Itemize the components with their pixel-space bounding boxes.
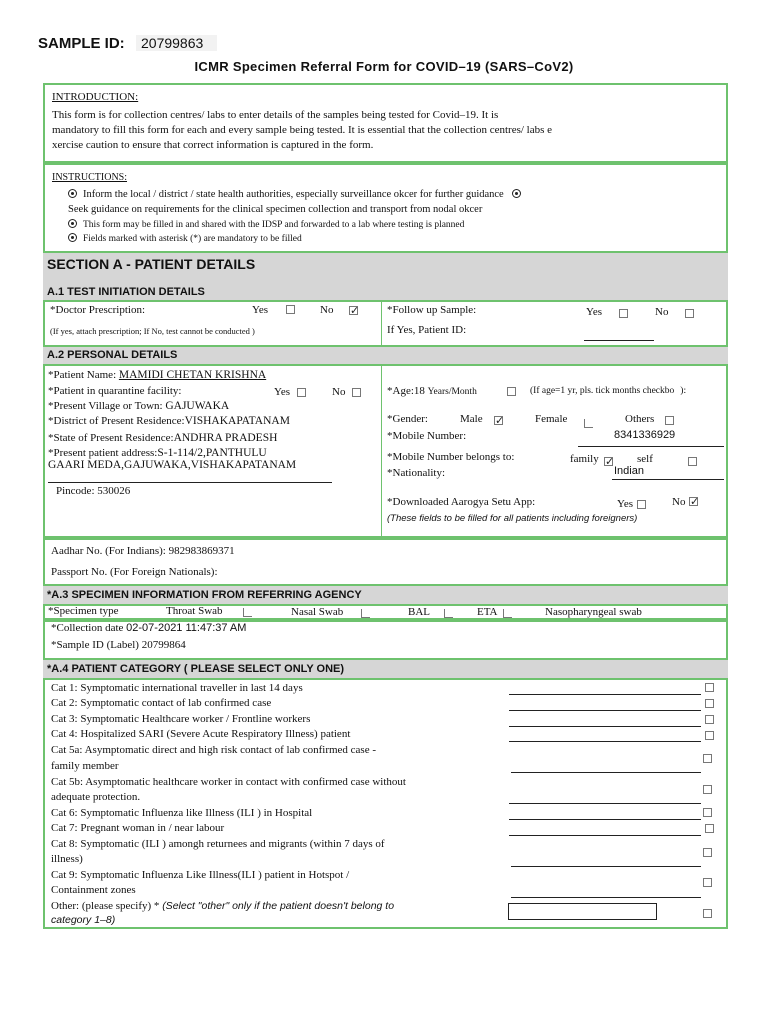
instruction-item-1: Inform the local / district / state health authorities, especially surveillance okcer for further guidance	[68, 189, 527, 200]
specimen-nasal-checkbox[interactable]	[361, 609, 370, 618]
cat-9-label-2: Containment zones	[51, 884, 136, 896]
patient-id-field[interactable]	[584, 340, 654, 341]
form-title: ICMR Specimen Referral Form for COVID–19 (SARS–CoV2)	[194, 59, 574, 74]
a3-title: *A.3 SPECIMEN INFORMATION FROM REFERRING AGENCY	[47, 589, 362, 601]
mobile-belongs-label: *Mobile Number belongs to:	[387, 451, 515, 463]
pincode-row: Pincode: 530026	[56, 485, 131, 497]
doctor-note: (If yes, attach prescription; If No, test cannot be conducted )	[50, 326, 255, 336]
doctor-yes-label: Yes	[252, 304, 269, 316]
specimen-nasal-label: Nasal Swab	[291, 606, 344, 618]
cat-4-label: Cat 4: Hospitalized SARI (Severe Acute Respiratory Illness) patient	[51, 728, 351, 740]
mobile-value: 8341336929	[614, 429, 676, 441]
introduction-box	[43, 83, 728, 163]
age-months-checkbox[interactable]	[507, 387, 516, 396]
cat-4-checkbox[interactable]	[705, 731, 714, 740]
specimen-eta-label: ETA	[477, 606, 498, 618]
state-row: *State of Present Residence:ANDHRA PRADESH	[48, 432, 278, 444]
cat-5a-checkbox[interactable]	[703, 754, 712, 763]
a3-header	[43, 586, 728, 604]
specimen-bal-checkbox[interactable]	[444, 609, 453, 618]
age-value: 18	[413, 385, 425, 397]
nationality-value: Indian	[614, 465, 644, 477]
address-underline	[48, 482, 332, 483]
section-a-header	[43, 253, 728, 285]
gender-female-checkbox[interactable]	[584, 419, 593, 428]
quarantine-label: *Patient in quarantine facility:	[48, 385, 182, 397]
cat-2-label: Cat 2: Symptomatic contact of lab confirmed case	[51, 697, 272, 709]
aadhar-row: Aadhar No. (For Indians): 982983869371	[51, 545, 235, 557]
bullet-icon	[68, 233, 77, 242]
aarogya-no-label: No	[672, 496, 686, 508]
instruction-item-2: Seek guidance on requirements for the clinical specimen collection and transport from nodal okcer	[68, 204, 483, 215]
doctor-prescription-label: *Doctor Prescription:	[50, 304, 146, 316]
section-a-title: SECTION A - PATIENT DETAILS	[47, 256, 256, 272]
sample-label-value: 20799864	[141, 639, 186, 651]
state-value: ANDHRA PRADESH	[173, 432, 278, 444]
quarantine-yes-label: Yes	[274, 386, 291, 398]
aarogya-no-checkbox[interactable]: ✓	[690, 495, 700, 508]
cat-6-checkbox[interactable]	[703, 808, 712, 817]
age-row: *Age:18 Years/Month	[387, 385, 477, 397]
collection-date-value: 02-07-2021 11:47:37 AM	[126, 622, 247, 634]
quarantine-no-label: No	[332, 386, 346, 398]
cat-8-checkbox[interactable]	[703, 848, 712, 857]
sample-id-value: 20799863	[136, 35, 217, 51]
bullet-icon	[512, 189, 521, 198]
nationality-label: *Nationality:	[387, 467, 446, 479]
specimen-throat-checkbox[interactable]	[243, 608, 252, 617]
specimen-throat-label: Throat Swab	[166, 605, 223, 617]
a1-title: A.1 TEST INITIATION DETAILS	[47, 286, 205, 298]
cat-3-checkbox[interactable]	[705, 715, 714, 724]
a2-title: A.2 PERSONAL DETAILS	[47, 349, 178, 361]
cat-5a-label-1: Cat 5a: Asymptomatic direct and high risk contact of lab confirmed case -	[51, 744, 377, 756]
cat-8-label-1: Cat 8: Symptomatic (ILI ) amongh returnees and migrants (within 7 days of	[51, 838, 385, 850]
intro-line-2: mandatory to fill this form for each and every sample being tested. It is essential that the collection centres/ labs e	[52, 124, 553, 136]
quarantine-yes-checkbox[interactable]	[297, 388, 306, 397]
age-unit: Years/Month	[427, 387, 477, 397]
district-row: *District of Present Residence:VISHAKAPATANAM	[48, 415, 290, 427]
bullet-icon	[68, 189, 77, 198]
cat-6-label: Cat 6: Symptomatic Influenza like Illness (ILI ) in Hospital	[51, 807, 313, 819]
address-line-1: S-1-114/2,PANTHULU	[157, 447, 267, 459]
address-line-2: GAARI MEDA,GAJUWAKA,VISHAKAPATANAM	[48, 459, 297, 471]
intro-line-3: xercise caution to ensure that correct information is captured in the form.	[52, 139, 374, 151]
gender-male-label: Male	[460, 413, 483, 425]
aarogya-yes-label: Yes	[617, 498, 634, 510]
specimen-type-label: *Specimen type	[48, 605, 119, 617]
quarantine-no-checkbox[interactable]	[352, 388, 361, 397]
cat-5b-checkbox[interactable]	[703, 785, 712, 794]
aarogya-yes-checkbox[interactable]	[637, 500, 646, 509]
instructions-title: INSTRUCTIONS:	[52, 172, 128, 183]
age-note: (If age=1 yr, pls. tick months checkbo ):	[530, 386, 687, 396]
sample-id-label: SAMPLE ID:	[38, 35, 125, 52]
a2-header	[43, 347, 728, 364]
doctor-no-label: No	[320, 304, 334, 316]
cat-7-checkbox[interactable]	[705, 824, 714, 833]
cat-5b-label-2: adequate protection.	[51, 791, 141, 803]
mobile-underline	[578, 446, 724, 447]
cat-9-checkbox[interactable]	[703, 878, 712, 887]
cat-1-label: Cat 1: Symptomatic international traveller in last 14 days	[51, 682, 303, 694]
gender-female-label: Female	[535, 413, 568, 425]
cat-5b-label-1: Cat 5b: Asymptomatic healthcare worker in contact with confirmed case without	[51, 776, 406, 788]
specimen-bal-label: BAL	[408, 606, 430, 618]
pincode-value: 530026	[97, 485, 131, 497]
family-checkbox[interactable]: ✓	[605, 455, 615, 468]
other-row: Other: (please specify) * (Select "other" only if the patient doesn't belong to	[51, 900, 395, 912]
collection-row: *Collection date 02-07-2021 11:47:37 AM	[51, 622, 247, 634]
specimen-eta-checkbox[interactable]	[503, 609, 512, 618]
cat-7-label: Cat 7: Pregnant woman in / near labour	[51, 822, 225, 834]
cat-3-label: Cat 3: Symptomatic Healthcare worker / Frontline workers	[51, 713, 311, 725]
gender-others-label: Others	[625, 413, 655, 425]
cat-8-label-2: illness)	[51, 853, 83, 865]
a4-header	[43, 660, 728, 678]
foreigner-note: (These fields to be filled for all patients including foreigners)	[387, 513, 638, 524]
follow-no-checkbox[interactable]	[685, 309, 694, 318]
cat-9-label-1: Cat 9: Symptomatic Influenza Like Illness(ILI ) patient in Hotspot /	[51, 869, 350, 881]
patient-name-row: *Patient Name: MAMIDI CHETAN KRISHNA	[48, 369, 267, 381]
instruction-item-3: This form may be filled in and shared with the IDSP and forwarded to a lab where testing is planned	[68, 219, 464, 230]
gender-others-checkbox[interactable]	[665, 416, 674, 425]
specimen-nasopharyngeal-label: Nasopharyngeal swab	[545, 606, 642, 618]
aarogya-label: *Downloaded Aarogya Setu App:	[387, 496, 536, 508]
cat-1-checkbox[interactable]	[705, 683, 714, 692]
nationality-underline	[612, 479, 724, 480]
address-row: *Present patient address:S-1-114/2,PANTHULU	[48, 447, 267, 459]
sample-label-row: *Sample ID (Label) 20799864	[51, 639, 186, 651]
patient-id-label: If Yes, Patient ID:	[387, 324, 467, 336]
other-specify-input[interactable]	[508, 903, 657, 920]
passport-label: Passport No. (For Foreign Nationals):	[51, 566, 218, 578]
self-checkbox[interactable]	[688, 457, 697, 466]
cat-5a-label-2: family member	[51, 760, 119, 772]
intro-title: INTRODUCTION:	[52, 91, 139, 103]
follow-yes-checkbox[interactable]	[619, 309, 628, 318]
cat-2-checkbox[interactable]	[705, 699, 714, 708]
other-note-2: category 1–8)	[51, 914, 116, 926]
bullet-icon	[68, 219, 77, 228]
village-row: *Present Village or Town: GAJUWAKA	[48, 400, 230, 412]
other-checkbox[interactable]	[703, 909, 712, 918]
gender-label: *Gender:	[387, 413, 428, 425]
aadhar-value: 982983869371	[168, 545, 235, 557]
follow-no-label: No	[655, 306, 669, 318]
family-label: family	[570, 453, 599, 465]
doctor-no-checkbox[interactable]: ✓	[350, 304, 360, 317]
mobile-label: *Mobile Number:	[387, 430, 467, 442]
instruction-item-4: Fields marked with asterisk (*) are mandatory to be filled	[68, 233, 302, 244]
intro-line-1: This form is for collection centres/ labs to enter details of the samples being tested for Covid–19. It is	[52, 109, 499, 121]
doctor-yes-checkbox[interactable]	[286, 305, 295, 314]
follow-yes-label: Yes	[586, 306, 603, 318]
follow-up-label: *Follow up Sample:	[387, 304, 477, 316]
gender-male-checkbox[interactable]: ✓	[495, 414, 505, 427]
patient-name-value: MAMIDI CHETAN KRISHNA	[118, 369, 267, 381]
a1-header	[43, 284, 728, 300]
village-value: GAJUWAKA	[165, 400, 230, 412]
other-note-1: (Select "other" only if the patient doesn't belong to	[162, 900, 395, 912]
a4-title: *A.4 PATIENT CATEGORY ( PLEASE SELECT ONLY ONE)	[47, 663, 345, 675]
district-value: VISHAKAPATANAM	[184, 415, 290, 427]
self-label: self	[637, 453, 653, 465]
